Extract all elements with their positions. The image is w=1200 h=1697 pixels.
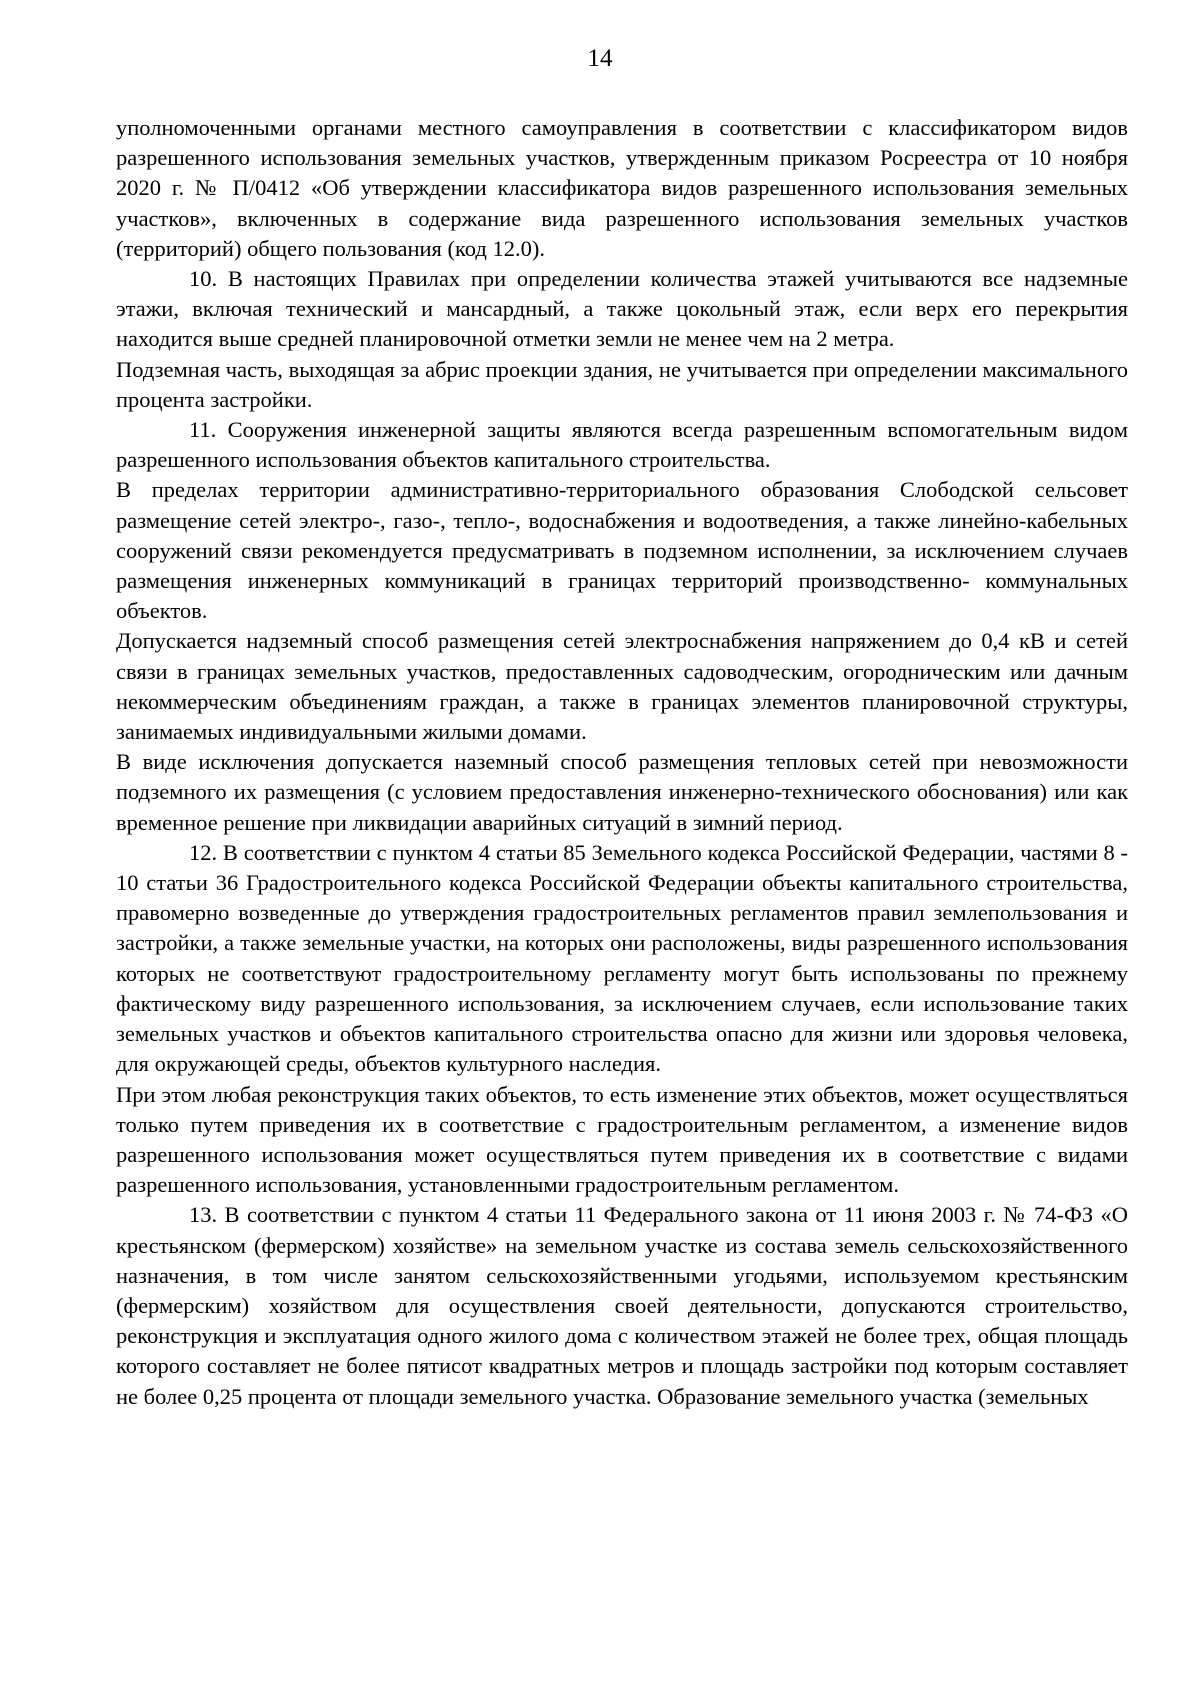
paragraph-item-12: 12. В соответствии с пунктом 4 статьи 85 Земельного кодекса Российской Федерации, частями 8 - 10 статьи 36 Градостроительного кодекса Российской Федерации объекты капитального строительства, правомерно возведенные до утверждения градостроительных регламентов правил землепользования и застройки, а также земельные участки, на которых они расположены, виды разрешенного использования которых не соответствуют градостроительному регламенту могут быть использованы по прежнему фактическому виду разрешенного использования, за исключением случаев, если использование таких земельных участков и объектов капитального строительства опасно для жизни или здоровья человека, для окружающей среды, объектов культурного наследия. [116,839,1128,1077]
paragraph-reconstruction: При этом любая реконструкция таких объектов, то есть изменение этих объектов, может осуществляться только путем приведения их в соответствие с градостроительным регламентом, а изменение видов разрешенного использования может осуществляться путем приведения их в соответствие с видами разрешенного использования, установленными градостроительным регламентом. [116,1081,1128,1198]
document-body [116,113,1128,1412]
paragraph-underground-networks: В пределах территории административно-территориального образования Слободской сельсовет размещение сетей электро-, газо-, тепло-, водоснабжения и водоотведения, а также линейно-кабельных сооружений связи рекомендуется предусматривать в подземном исполнении, за исключением случаев размещения инженерных коммуникаций в границах территорий производственно- коммунальных объектов. [116,477,1128,624]
page-number: 14 [587,45,613,72]
paragraph-overhead-networks: Допускается надземный способ размещения сетей электроснабжения напряжением до 0,4 кВ и сетей связи в границах земельных участков, предоставленных садоводческим, огородническим или дачным некоммерческим объединениям граждан, а также в границах элементов планировочной структуры, занимаемых индивидуальными жилыми домами. [116,628,1128,745]
paragraph-item-11: 11. Сооружения инженерной защиты являются всегда разрешенным вспомогательным видом разрешенного использования объектов капитального строительства. [116,417,1128,473]
paragraph-item-10: 10. В настоящих Правилах при определении количества этажей учитываются все надземные этажи, включая технический и мансардный, а также цокольный этаж, если верх его перекрытия находится выше средней планировочной отметки земли не менее чем на 2 метра. [116,266,1128,352]
paragraph-underground-part: Подземная часть, выходящая за абрис проекции здания, не учитывается при определении максимального процента застройки. [116,356,1128,412]
paragraph-item-13: 13. В соответствии с пунктом 4 статьи 11 Федерального закона от 11 июня 2003 г. № 74-ФЗ «О крестьянском (фермерском) хозяйстве» на земельном участке из состава земель сельскохозяйственного назначения, в том числе занятом сельскохозяйственными угодьями, используемом крестьянским (фермерским) хозяйством для осуществления своей деятельности, допускаются строительство, реконструкция и эксплуатация одного жилого дома с количеством этажей не более трех, общая площадь которого составляет не более пятисот квадратных метров и площадь застройки под которым составляет не более 0,25 процента от площади земельного участка. Образование земельного участка (земельных [116,1202,1128,1409]
paragraph-classifier-continuation: уполномоченными органами местного самоуправления в соответствии с классификатором видов разрешенного использования земельных участков, утвержденным приказом Росреестра от 10 ноября 2020 г. № П/0412 «Об утверждении классификатора видов разрешенного использования земельных участков», включенных в содержание вида разрешенного использования земельных участков (территорий) общего пользования (код 12.0). [116,115,1128,261]
paragraph-heat-networks-exception: В виде исключения допускается наземный способ размещения тепловых сетей при невозможности подземного их размещения (с условием предоставления инженерно-технического обоснования) или как временное решение при ликвидации аварийных ситуаций в зимний период. [116,749,1128,835]
